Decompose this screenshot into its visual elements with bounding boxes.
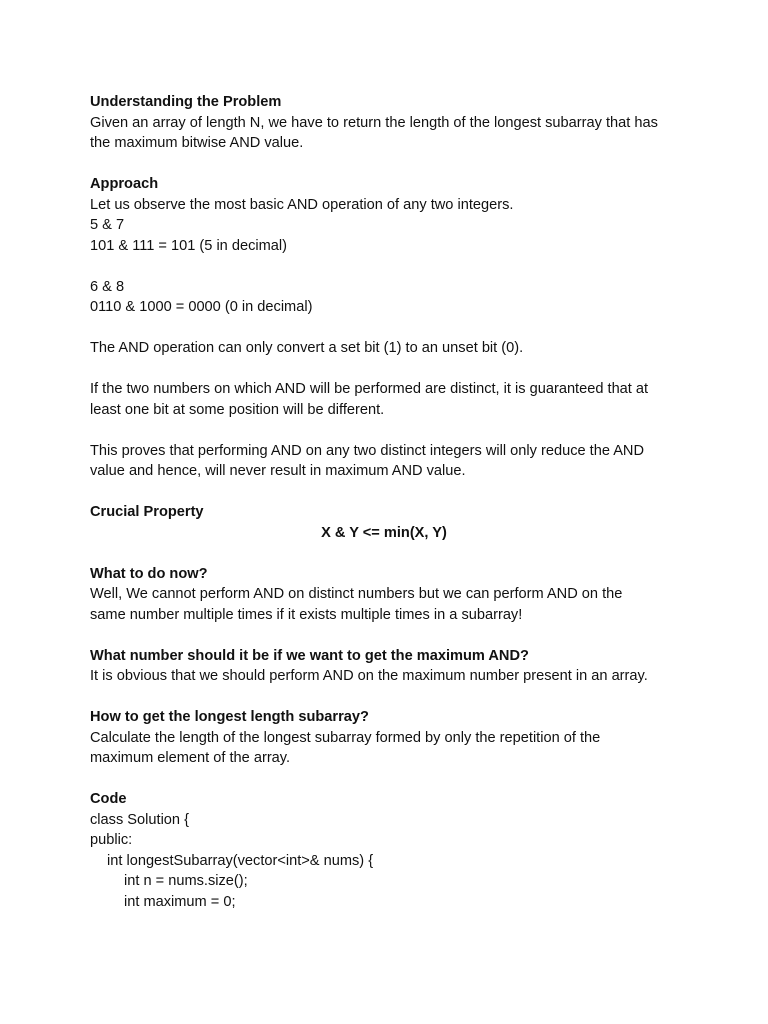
code-line: int n = nums.size();	[124, 873, 248, 889]
example-line: 5 & 7	[90, 217, 125, 233]
heading-understanding: Understanding the Problem	[90, 94, 282, 110]
text-line: Given an array of length N, we have to return the length of the longest subarray that has	[90, 114, 658, 131]
text-line: Well, We cannot perform AND on distinct numbers but we can perform AND on the	[90, 586, 623, 602]
text-line: same number multiple times if it exists multiple times in a subarray!	[90, 606, 523, 623]
code-line: class Solution {	[90, 811, 189, 828]
heading-crucial-property: Crucial Property	[90, 504, 204, 520]
example-line: 0110 & 1000 = 0000 (0 in decimal)	[90, 299, 313, 315]
heading-approach: Approach	[90, 176, 159, 192]
text-line: The AND operation can only convert a set bit (1) to an unset bit (0).	[90, 340, 524, 356]
text-line: least one bit at some position will be different.	[90, 401, 385, 418]
text-line: Let us observe the most basic AND operation of any two integers.	[90, 196, 514, 213]
heading-what-number: What number should it be if we want to get the maximum AND?	[90, 647, 529, 664]
heading-what-to-do: What to do now?	[90, 565, 208, 582]
formula: X & Y <= min(X, Y)	[321, 524, 447, 541]
code-line: int maximum = 0;	[124, 893, 236, 910]
example-line: 101 & 111 = 101 (5 in decimal)	[90, 237, 288, 254]
text-line: It is obvious that we should perform AND on the maximum number present in an array.	[90, 668, 648, 684]
heading-code: Code	[90, 791, 127, 807]
text-line: If the two numbers on which AND will be performed are distinct, it is guaranteed that at	[90, 381, 649, 397]
text-line: This proves that performing AND on any two distinct integers will only reduce the AND	[90, 442, 645, 459]
code-line: public:	[90, 832, 133, 848]
text-line: Calculate the length of the longest subarray formed by only the repetition of the	[90, 729, 601, 746]
text-line: value and hence, will never result in maximum AND value.	[90, 463, 466, 479]
text-line: maximum element of the array.	[90, 750, 291, 766]
code-line: int longestSubarray(vector<int>& nums) {	[107, 852, 374, 869]
text-line: the maximum bitwise AND value.	[90, 135, 304, 151]
heading-how-to: How to get the longest length subarray?	[90, 709, 369, 725]
example-line: 6 & 8	[90, 278, 125, 295]
document-page	[90, 92, 690, 912]
